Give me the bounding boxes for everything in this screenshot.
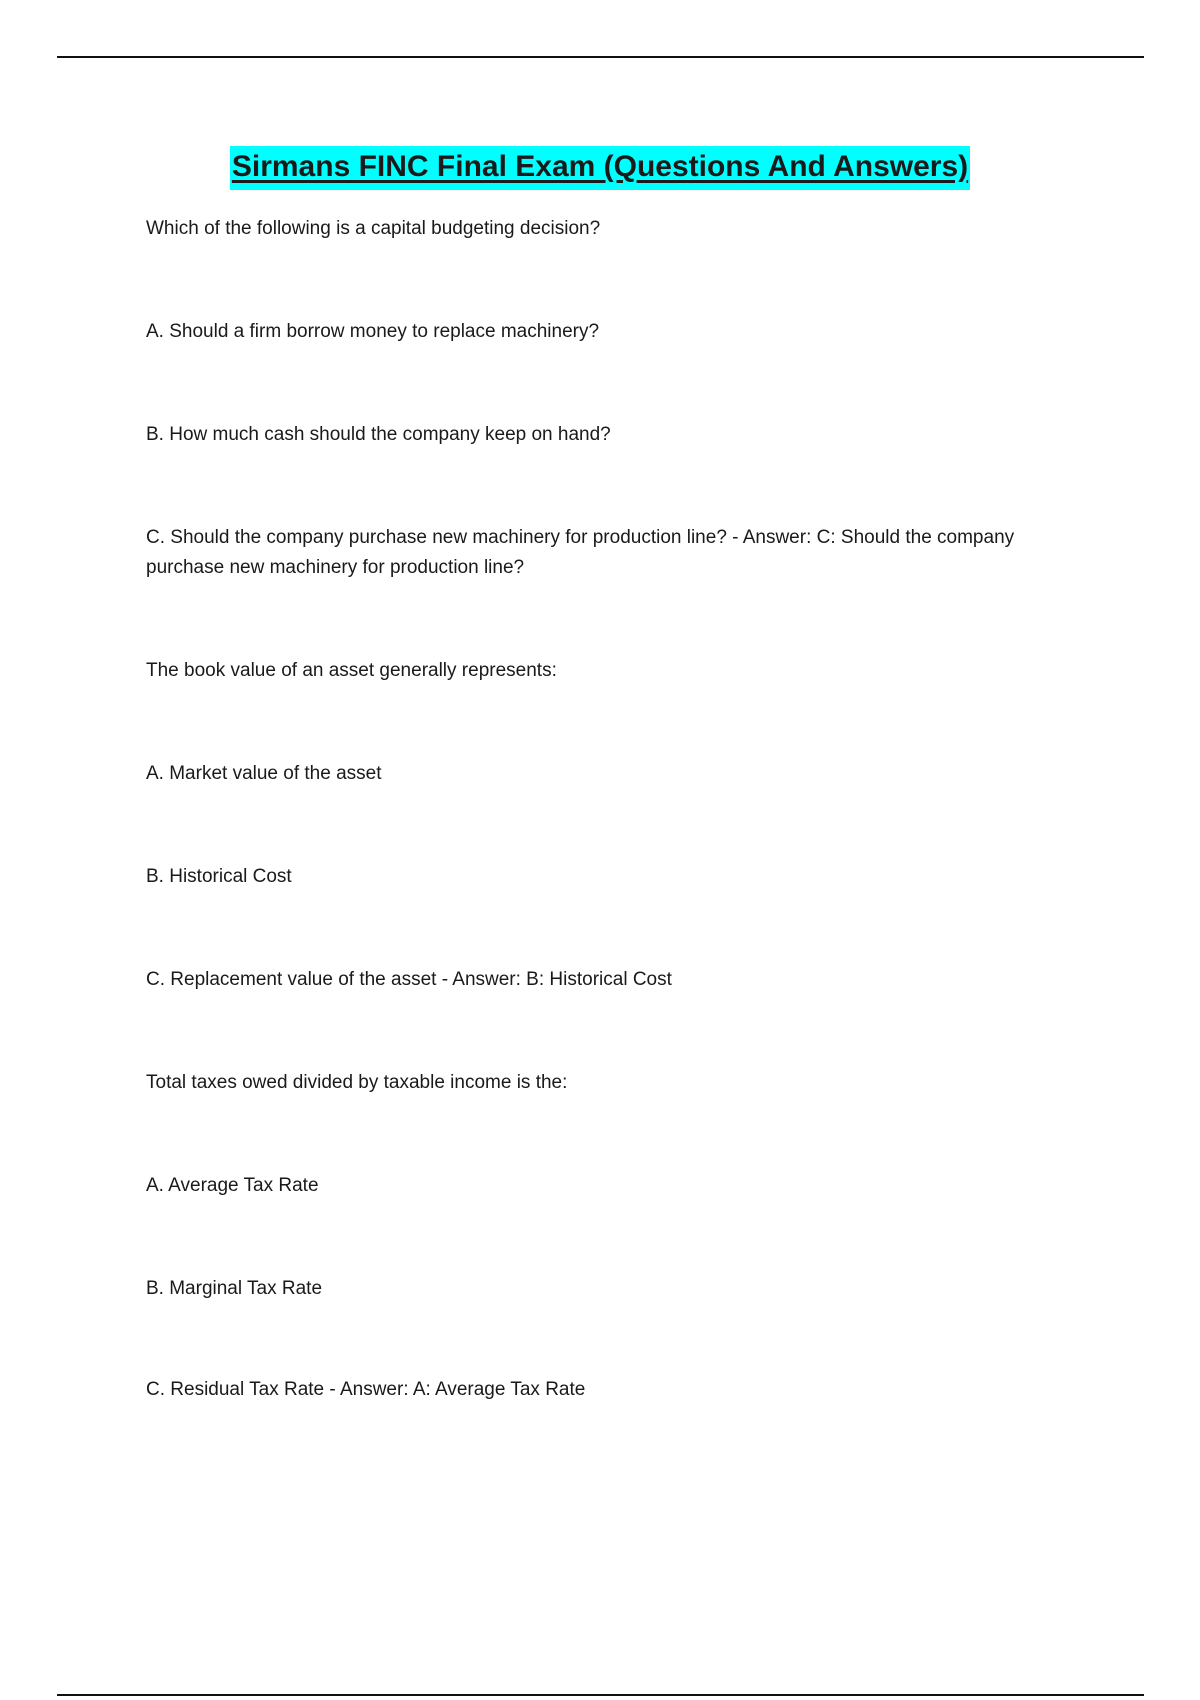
question-1: Which of the following is a capital budgeting decision? bbox=[146, 218, 601, 239]
question-2: The book value of an asset generally represents: bbox=[146, 660, 557, 681]
document-title: Sirmans FINC Final Exam (Questions And Answers) bbox=[230, 146, 970, 190]
header-rule bbox=[57, 56, 1144, 58]
question-2-option-a: A. Market value of the asset bbox=[146, 763, 382, 784]
question-1-option-a: A. Should a firm borrow money to replace machinery? bbox=[146, 321, 600, 342]
question-3-option-b: B. Marginal Tax Rate bbox=[146, 1278, 323, 1299]
question-2-option-b: B. Historical Cost bbox=[146, 866, 292, 887]
question-3-option-c-answer: C. Residual Tax Rate - Answer: A: Average Tax Rate bbox=[146, 1379, 586, 1400]
question-2-option-c-answer: C. Replacement value of the asset - Answer: B: Historical Cost bbox=[146, 969, 672, 990]
title-block bbox=[0, 146, 1200, 190]
question-1-option-c-answer: C. Should the company purchase new machinery for production line? - Answer: C: Should the company purchase new machinery for production line? bbox=[146, 527, 1015, 578]
question-3-option-a: A. Average Tax Rate bbox=[146, 1175, 319, 1196]
question-1-option-b: B. How much cash should the company keep on hand? bbox=[146, 424, 611, 445]
footer-rule bbox=[57, 1694, 1144, 1696]
question-3: Total taxes owed divided by taxable income is the: bbox=[146, 1072, 568, 1093]
